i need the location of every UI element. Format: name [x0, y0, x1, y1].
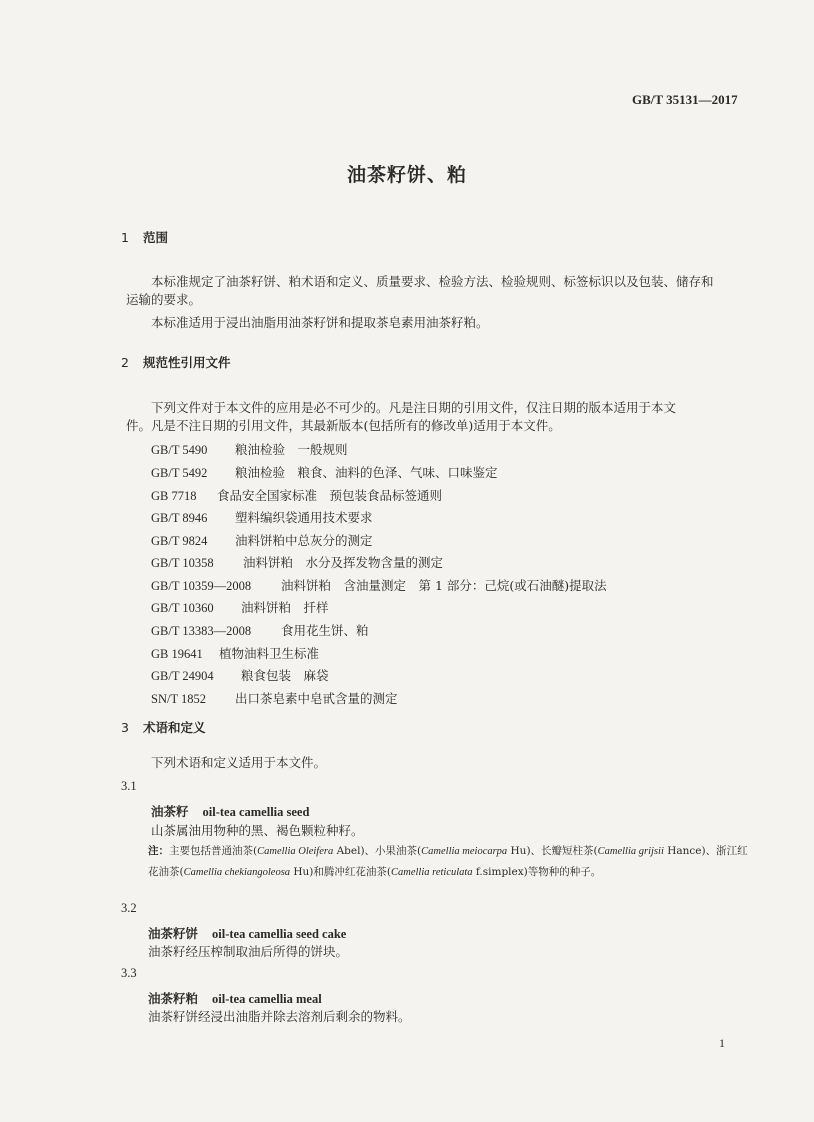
normative-intro-line: 件。凡是不注日期的引用文件，其最新版本(包括所有的修改单)适用于本文件。 — [126, 418, 561, 433]
terms-intro: 下列术语和定义适用于本文件。 — [151, 755, 327, 770]
term-number: 3.2 — [121, 901, 137, 915]
reference-code: GB/T 24904 — [151, 669, 214, 683]
note-text: Hance)、浙江红花油茶( — [148, 845, 748, 878]
note-text: 主要包括普通油茶( — [169, 845, 258, 857]
note-label: 注： — [148, 845, 169, 857]
reference-item — [151, 440, 348, 458]
normative-intro-line: 下列文件对于本文件的应用是必不可少的。凡是注日期的引用文件，仅注日期的版本适用于本文 — [151, 400, 677, 415]
section-heading-scope — [121, 228, 168, 246]
species-name: Camellia reticulata — [391, 867, 473, 878]
term-zh: 油茶籽饼 — [148, 926, 199, 941]
reference-code: GB/T 10360 — [151, 601, 214, 615]
section-number: 3 — [121, 720, 129, 735]
reference-code: GB 19641 — [151, 647, 203, 661]
scope-paragraph: 本标准适用于浸出油脂用油茶籽饼和提取茶皂素用油茶籽粕。 — [151, 315, 489, 330]
scope-paragraph-line: 运输的要求。 — [126, 292, 202, 307]
species-name: Camellia meiocarpa — [421, 846, 508, 857]
reference-title: 油料饼粕 水分及挥发物含量的测定 — [243, 555, 444, 570]
reference-code: GB 7718 — [151, 489, 197, 503]
term-en: oil-tea camellia meal — [212, 992, 322, 1006]
reference-code: GB/T 10359—2008 — [151, 579, 252, 593]
reference-title: 粮油检验 一般规则 — [235, 442, 348, 457]
reference-title: 粮食包装 麻袋 — [241, 668, 329, 683]
reference-title: 塑料编织袋通用技术要求 — [235, 510, 373, 525]
section-heading-normative — [121, 353, 231, 371]
term-en: oil-tea camellia seed cake — [212, 927, 347, 941]
note-text: Hu)、长瓣短柱茶( — [507, 845, 598, 857]
reference-item — [151, 689, 398, 707]
reference-title: 粮油检验 粮食、油料的色泽、气味、口味鉴定 — [235, 465, 498, 480]
note-text: Hu)和腾冲红花油茶( — [290, 866, 391, 878]
section-title: 范围 — [143, 230, 169, 245]
reference-item — [151, 531, 373, 549]
term-number: 3.1 — [121, 779, 137, 793]
term-number: 3.3 — [121, 966, 137, 980]
section-heading-terms — [121, 718, 206, 736]
standard-code: GB/T 35131—2017 — [632, 92, 738, 107]
section-title: 术语和定义 — [143, 720, 206, 735]
reference-code: GB/T 13383—2008 — [151, 624, 252, 638]
section-number: 2 — [121, 355, 129, 370]
reference-code: GB/T 5492 — [151, 466, 208, 480]
reference-item — [151, 463, 498, 481]
reference-item — [151, 576, 607, 594]
note-text: Abel)、小果油茶( — [333, 845, 422, 857]
reference-title: 油料饼粕 含油量测定 第 1 部分：己烷(或石油醚)提取法 — [281, 578, 607, 593]
reference-title: 油料饼粕 扦样 — [241, 600, 329, 615]
reference-item — [151, 553, 443, 571]
reference-item — [151, 486, 442, 504]
term-title — [148, 924, 346, 942]
term-zh: 油茶籽粕 — [148, 991, 199, 1006]
reference-item — [151, 598, 329, 616]
reference-code: GB/T 5490 — [151, 443, 208, 457]
section-number: 1 — [121, 230, 129, 245]
term-title — [148, 989, 322, 1007]
reference-code: SN/T 1852 — [151, 692, 206, 706]
species-name: Camellia grijsii — [597, 846, 664, 857]
scope-paragraph-line: 本标准规定了油茶籽饼、粕术语和定义、质量要求、检验方法、检验规则、标签标识以及包装、储存和 — [151, 274, 714, 289]
reference-item — [151, 508, 373, 526]
reference-title: 食用花生饼、粕 — [281, 623, 369, 638]
species-name: Camellia chekiangoleosa — [183, 867, 291, 878]
term-zh: 油茶籽 — [151, 804, 189, 819]
term-definition: 油茶籽饼经浸出油脂并除去溶剂后剩余的物料。 — [148, 1009, 411, 1024]
term-en: oil-tea camellia seed — [202, 805, 310, 819]
reference-title: 食品安全国家标准 预包装食品标签通则 — [217, 488, 443, 503]
reference-title: 油料饼粕中总灰分的测定 — [235, 533, 373, 548]
reference-title: 出口茶皂素中皂甙含量的测定 — [235, 691, 398, 706]
document-title: 油茶籽饼、粕 — [346, 164, 467, 186]
species-name: Camellia Oleifera — [257, 846, 334, 857]
reference-code: GB/T 10358 — [151, 556, 214, 570]
reference-item — [151, 621, 369, 639]
reference-code: GB/T 9824 — [151, 534, 208, 548]
term-note — [148, 841, 748, 883]
reference-item — [151, 666, 329, 684]
section-title: 规范性引用文件 — [143, 355, 231, 370]
reference-item — [151, 644, 319, 662]
term-definition: 山茶属油用物种的黑、褐色颗粒种籽。 — [151, 823, 364, 838]
term-title — [151, 802, 309, 820]
page-number: 1 — [719, 1036, 725, 1050]
reference-code: GB/T 8946 — [151, 511, 208, 525]
note-text: f.simplex)等物种的种子。 — [472, 866, 602, 878]
reference-title: 植物油料卫生标准 — [219, 646, 320, 661]
term-definition: 油茶籽经压榨制取油后所得的饼块。 — [148, 944, 349, 959]
